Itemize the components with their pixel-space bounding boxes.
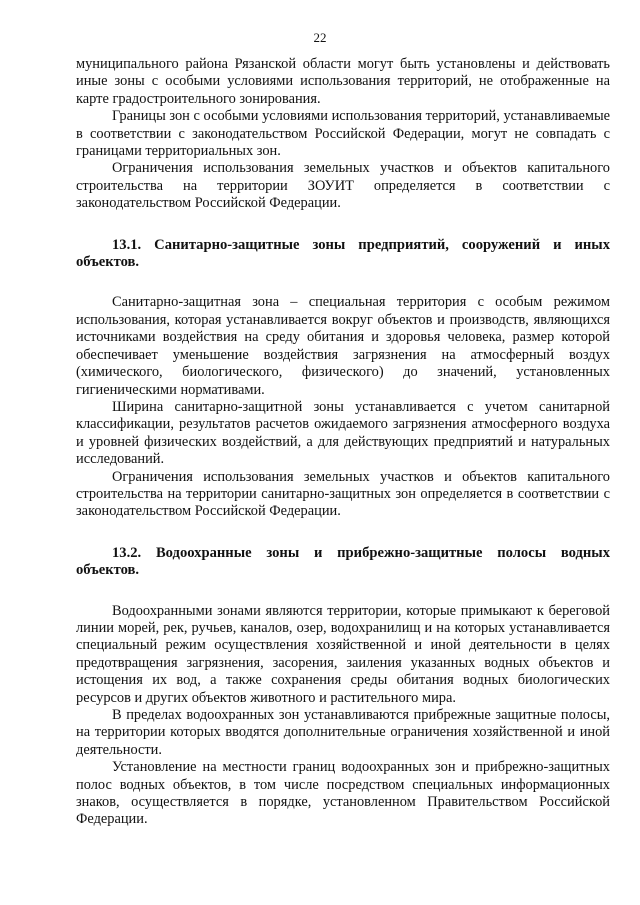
- section-13-1-heading: 13.1. Санитарно-защитные зоны предприятий, сооружений и иных объектов.: [76, 236, 610, 271]
- spacer: [76, 213, 610, 237]
- section-13-2-paragraph-1: Водоохранными зонами являются территории, которые примыкают к береговой линии морей, рек, ручьев, каналов, озер, водохранилищ и на которых устанавливается специальный режим осуществления хозяйственной и иной деятельности в целях предотвращения загрязнения, засорения, заиления указанных водных объектов и истощения их вод, а также сохранения среды обитания водных биологических ресурсов и других объектов животного и растительного мира.: [76, 602, 610, 706]
- spacer: [76, 271, 610, 294]
- section-13-2-paragraph-3: Установление на местности границ водоохранных зон и прибрежно-защитных полос водных объектов, в том числе посредством специальных информационных знаков, осуществляется в порядке, установленном Правительством Российской Федерации.: [76, 759, 610, 828]
- spacer: [76, 580, 610, 603]
- intro-paragraph-2: Границы зон с особыми условиями использования территорий, устанавливаемые в соответствии с законодательством Российской Федерации, могут не совпадать с границами территориальных зон.: [76, 108, 610, 160]
- section-13-2-heading: 13.2. Водоохранные зоны и прибрежно-защитные полосы водных объектов.: [76, 544, 610, 579]
- intro-paragraph-1: муниципального района Рязанской области могут быть установлены и действовать иные зоны с особыми условиями использования территорий, не отображенные на карте градостроительного зонирования.: [76, 56, 610, 107]
- spacer: [76, 521, 610, 545]
- section-13-2-paragraph-2: В пределах водоохранных зон устанавливаются прибрежные защитные полосы, на территории которых вводятся дополнительные ограничения хозяйственной и иной деятельности.: [76, 707, 610, 758]
- page-number: 22: [313, 30, 327, 45]
- page-content: [76, 56, 610, 829]
- intro-paragraph-3: Ограничения использования земельных участков и объектов капитального строительства на территории ЗОУИТ определяется в соответствии с законодательством Российской Федерации.: [76, 160, 610, 212]
- section-13-1-paragraph-1: Санитарно-защитная зона – специальная территория с особым режимом использования, которая устанавливается вокруг объектов и производств, являющихся источниками воздействия на среду обитания и здоровья человека, размер которой обеспечивает уменьшение воздействия загрязнения на атмосферный воздух (химического, биологического, физического) до значений, установленных гигиеническими нормативами.: [76, 294, 610, 398]
- section-13-1-paragraph-2: Ширина санитарно-защитной зоны устанавливается с учетом санитарной классификации, результатов расчетов ожидаемого загрязнения атмосферного воздуха и уровней физических воздействий, а для действующих предприятий и натуральных исследований.: [76, 398, 610, 468]
- section-13-1-paragraph-3: Ограничения использования земельных участков и объектов капитального строительства на территории санитарно-защитных зон определяется в соответствии с законодательством Российской Федерации.: [76, 468, 610, 520]
